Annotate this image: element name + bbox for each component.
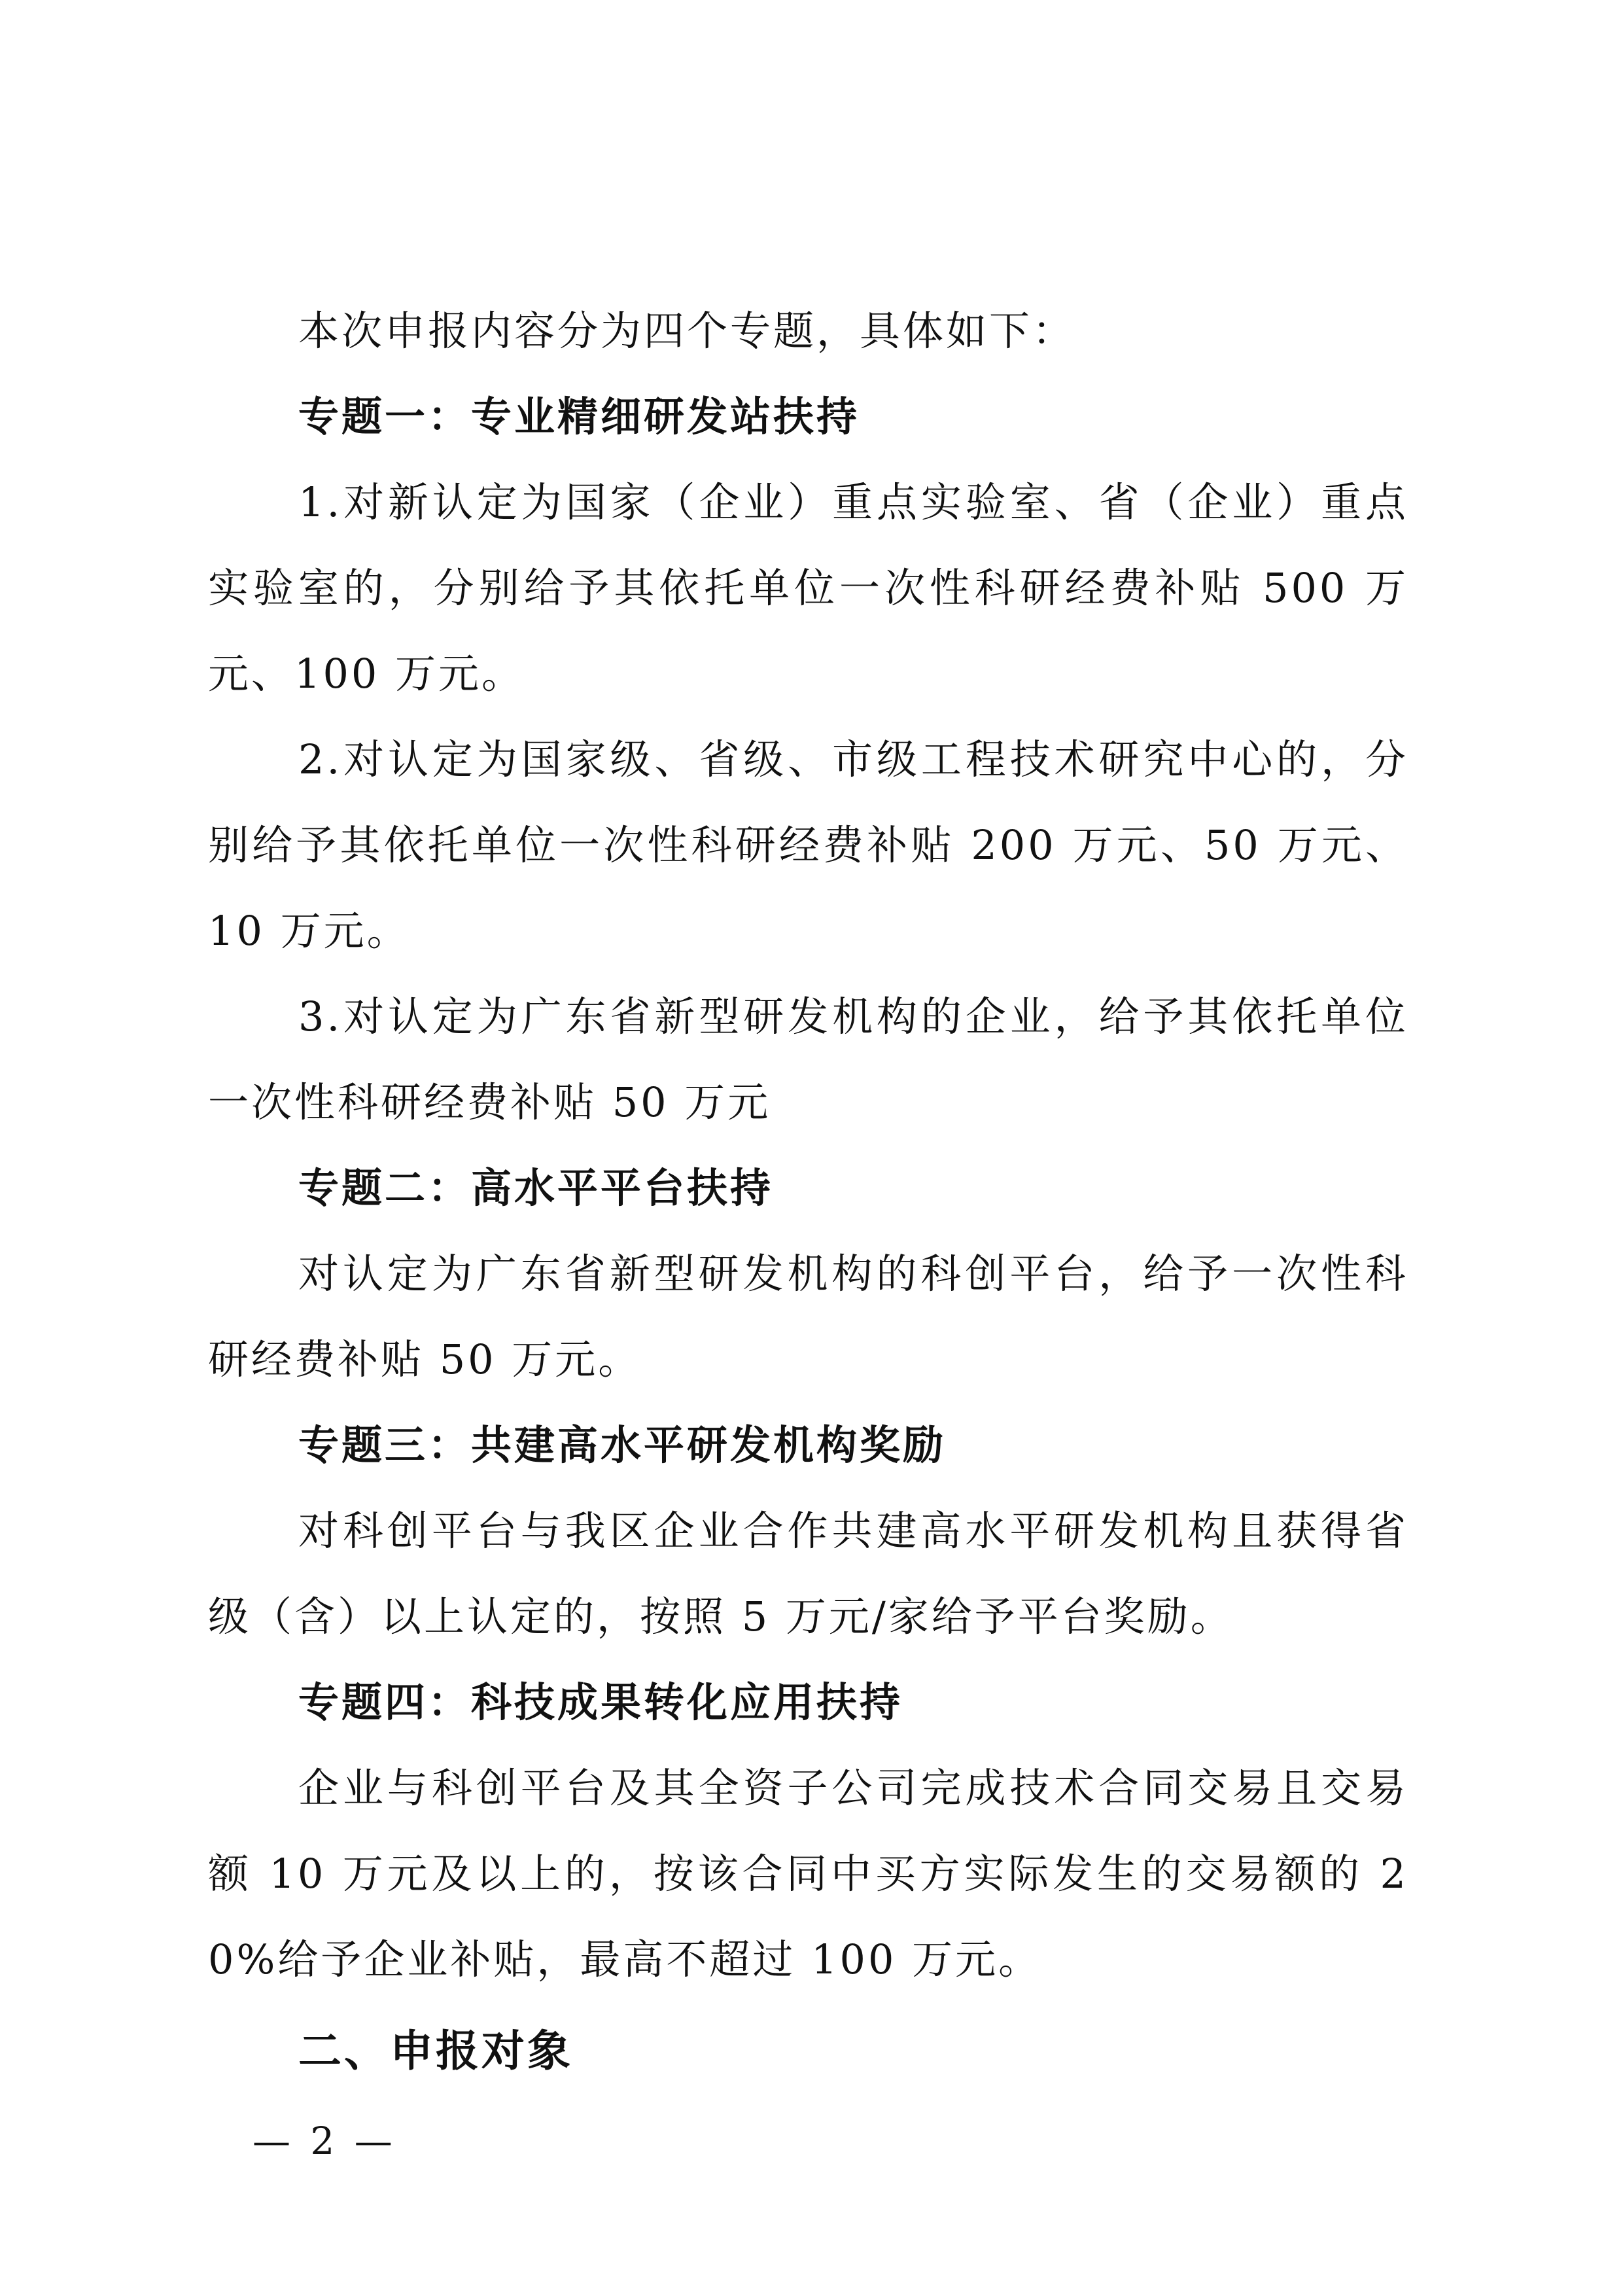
topic-1-paragraph-3: 3.对认定为广东省新型研发机构的企业，给予其依托单位一次性科研经费补贴 50 万元 [208,993,1408,1126]
topic-4-paragraph-1: 企业与科创平台及其全资子公司完成技术合同交易且交易额 10 万元及以上的，按该合同中买方实际发生的交易额的 20%给予企业补贴，最高不超过 100 万元。 [208,1764,1408,1983]
page-number: — 2 — [253,2119,396,2163]
document-body [208,288,1408,2100]
topic-4-heading: 专题四：科技成果转化应用扶持 [298,1678,903,1726]
section-title: 二、申报对象 [298,2026,573,2076]
topic-1-paragraph-1: 1.对新认定为国家（企业）重点实验室、省（企业）重点实验室的，分别给予其依托单位一次性科研经费补贴 500 万元、100 万元。 [208,478,1408,698]
topic-2-paragraph-1: 对认定为广东省新型研发机构的科创平台，给予一次性科研经费补贴 50 万元。 [208,1250,1408,1383]
topic-2-heading: 专题二：高水平平台扶持 [298,1164,774,1212]
intro-paragraph: 本次申报内容分为四个专题，具体如下： [298,307,1076,355]
topic-3-paragraph-1: 对科创平台与我区企业合作共建高水平研发机构且获得省级（含）以上认定的，按照 5 万元/家给予平台奖励。 [208,1507,1408,1640]
topic-1-heading: 专题一：专业精细研发站扶持 [298,393,860,440]
topic-1-paragraph-2: 2.对认定为国家级、省级、市级工程技术研究中心的，分别给予其依托单位一次性科研经费补贴 200 万元、50 万元、10 万元。 [208,735,1408,955]
topic-3-heading: 专题三：共建高水平研发机构奖励 [298,1421,947,1469]
